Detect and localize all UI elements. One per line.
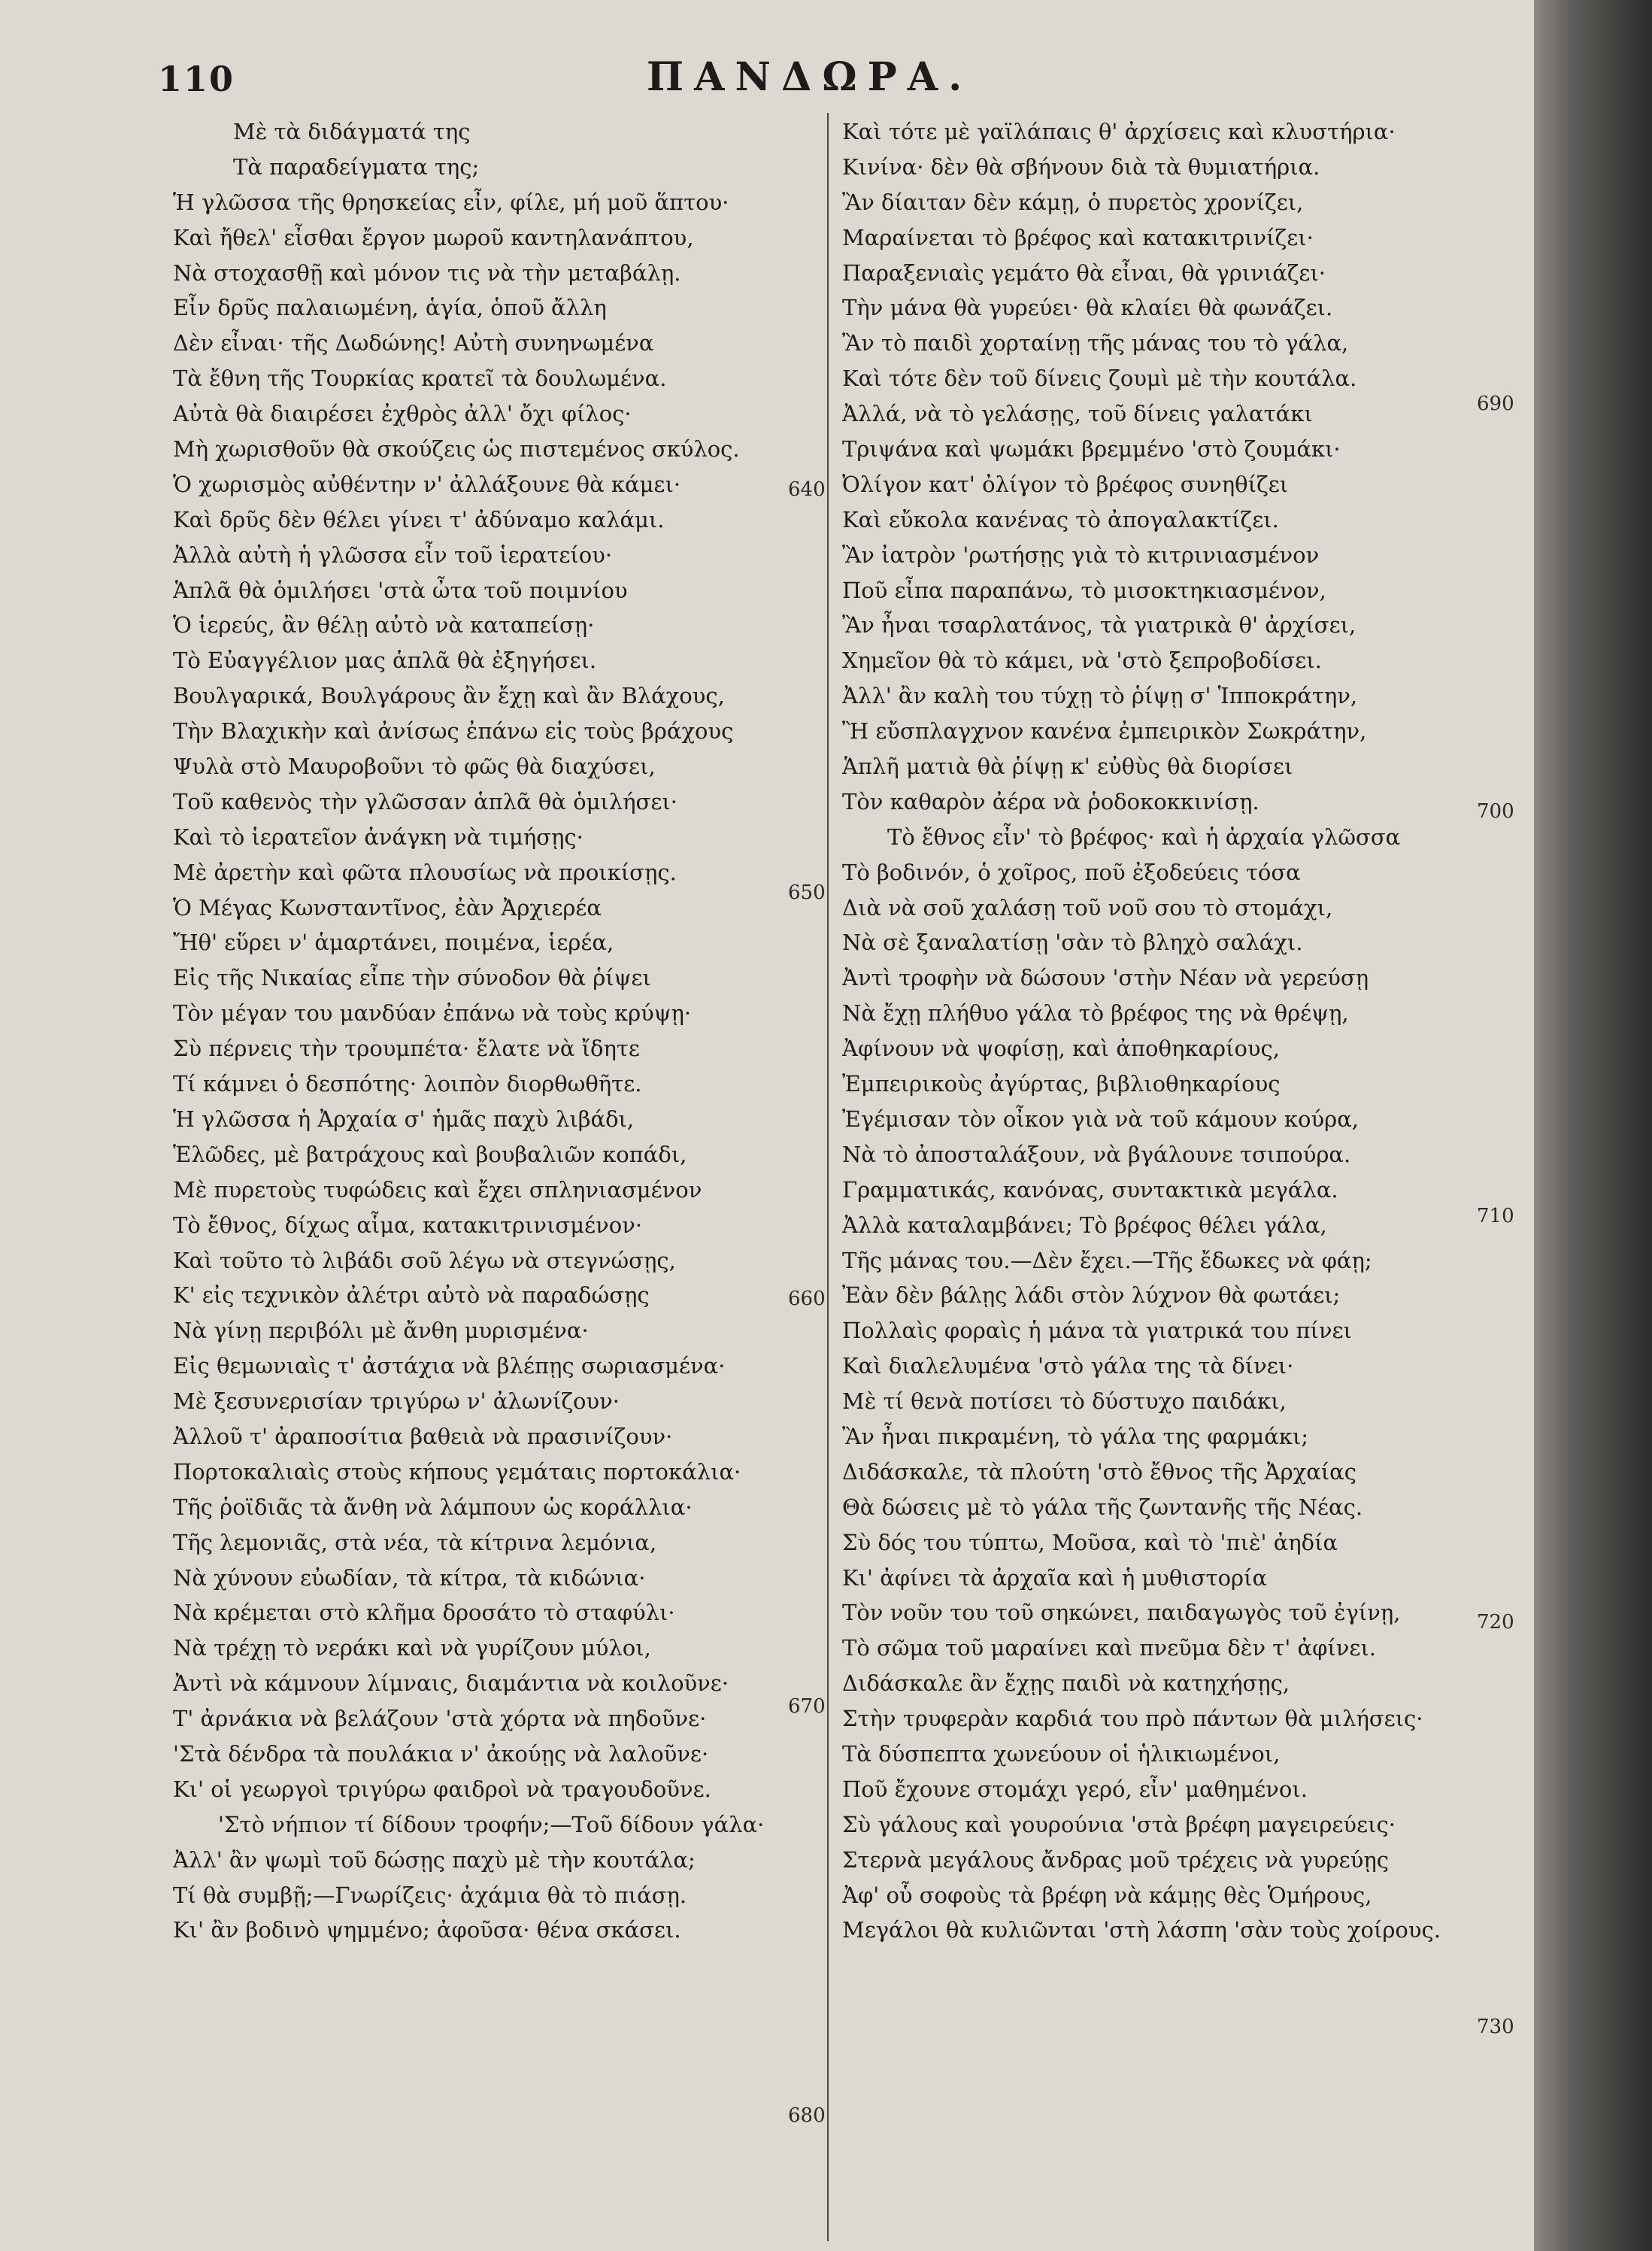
verse-line: Πορτοκαλιαὶς στοὺς κήπους γεμάταις πορτοκάλια·: [173, 1458, 741, 1485]
line-number: 670: [788, 1695, 826, 1718]
verse-line: Ἂν ἦναι πικραμένη, τὸ γάλα της φαρμάκι;: [842, 1423, 1309, 1449]
verse-line: Μεγάλοι θὰ κυλιῶνται 'στὴ λάσπη 'σὰν τοὺς χοίρους.: [842, 1917, 1441, 1943]
verse-line: Αὐτὰ θὰ διαιρέσει ἐχθρὸς ἀλλ' ὄχι φίλος·: [173, 401, 632, 427]
verse-line: Καὶ διαλελυμένα 'στὸ γάλα της τὰ δίνει·: [842, 1353, 1294, 1379]
verse-line: Ἡ γλῶσσα τῆς θρησκείας εἶν, φίλε, μή μοῦ ἅπτου·: [173, 189, 729, 215]
verse-line: Καὶ τοῦτο τὸ λιβάδι σοῦ λέγω νὰ στεγνώσῃς,: [173, 1247, 676, 1273]
verse-line: Νὰ κρέμεται στὸ κλῆμα δροσάτο τὸ σταφύλι·: [173, 1600, 675, 1626]
verse-line: Μὴ χωρισθοῦν θὰ σκούζεις ὡς πιστεμένος σκύλος.: [173, 436, 740, 463]
verse-line: Νὰ τὸ ἀποσταλάξουν, νὰ βγάλουνε τσιπούρα.: [842, 1141, 1351, 1167]
verse-line: Ἁπλῆ ματιὰ θὰ ῥίψῃ κ' εὐθὺς θὰ διορίσει: [842, 754, 1293, 780]
verse-line: Διὰ νὰ σοῦ χαλάσῃ τοῦ νοῦ σου τὸ στομάχι,: [842, 894, 1333, 921]
verse-line: Μαραίνεται τὸ βρέφος καὶ κατακιτρινίζει·: [842, 224, 1314, 250]
verse-line: Κινίνα· δὲν θὰ σβήνουν διὰ τὰ θυμιατήρια.: [842, 153, 1320, 180]
page-number: 110: [158, 59, 235, 99]
verse-line: Θὰ δώσεις μὲ τὸ γάλα τῆς ζωντανῆς τῆς Νέας.: [842, 1494, 1363, 1520]
verse-line: Ποῦ εἶπα παραπάνω, τὸ μισοκτηκιασμένον,: [842, 577, 1326, 603]
verse-line: Κ' εἰς τεχνικὸν ἀλέτρι αὐτὸ νὰ παραδώσῃς: [173, 1282, 650, 1309]
verse-line: Μὲ τὰ διδάγματά της: [233, 119, 471, 144]
verse-line: Τὸ σῶμα τοῦ μαραίνει καὶ πνεῦμα δὲν τ' ἀφίνει.: [842, 1635, 1377, 1661]
verse-line: 'Στὸ νήπιον τί δίδουν τροφήν;—Τοῦ δίδουν γάλα·: [218, 1811, 765, 1837]
verse-line: Ἂν ἰατρὸν 'ρωτήσῃς γιὰ τὸ κιτρινιασμένον: [842, 542, 1320, 568]
verse-line: Ἂν δίαιταν δὲν κάμῃ, ὁ πυρετὸς χρονίζει,: [842, 189, 1304, 215]
verse-line: Τί κάμνει ὁ δεσπότης· λοιπὸν διορθωθῆτε.: [173, 1071, 642, 1097]
verse-line: Τοῦ καθενὸς τὴν γλῶσσαν ἁπλᾶ θὰ ὁμιλήσει·: [173, 788, 677, 815]
verse-line: Μὲ ἀρετὴν καὶ φῶτα πλουσίως νὰ προικίσῃς.: [173, 859, 677, 885]
verse-line: Ψυλὰ στὸ Μαυροβοῦνι τὸ φῶς θὰ διαχύσει,: [173, 754, 656, 780]
verse-line: Τὸ Εὐαγγέλιον μας ἁπλᾶ θὰ ἐξηγήσει.: [173, 648, 597, 674]
verse-line: Μὲ τί θενὰ ποτίσει τὸ δύστυχο παιδάκι,: [842, 1388, 1287, 1415]
verse-line: Τὴν Βλαχικὴν καὶ ἀνίσως ἐπάνω εἰς τοὺς βράχους: [173, 718, 734, 745]
verse-line: 'Στὰ δένδρα τὰ πουλάκια ν' ἀκούῃς νὰ λαλοῦνε·: [173, 1740, 709, 1767]
verse-line: Ἀλλὰ καταλαμβάνει; Τὸ βρέφος θέλει γάλα,: [842, 1212, 1327, 1238]
verse-line: Μὲ ξεσυνερισίαν τριγύρω ν' ἀλωνίζουν·: [173, 1388, 620, 1415]
line-number: 660: [788, 1288, 826, 1310]
verse-line: Παραξενιαὶς γεμάτο θὰ εἶναι, θὰ γρινιάζει·: [842, 259, 1326, 286]
verse-line: Ἡ γλῶσσα ἡ Ἀρχαία σ' ἡμᾶς παχὺ λιβάδι,: [173, 1106, 635, 1132]
verse-line: Κι' οἱ γεωργοὶ τριγύρω φαιδροὶ νὰ τραγουδοῦνε.: [173, 1776, 711, 1802]
verse-line: Σὺ πέρνεις τὴν τρουμπέτα· ἔλατε νὰ ἴδητε: [173, 1036, 640, 1062]
verse-line: Ὁ ἱερεύς, ἂν θέλῃ αὐτὸ νὰ καταπείσῃ·: [173, 612, 595, 639]
verse-line: Τὰ δύσπεπτα χωνεύουν οἱ ἡλικιωμένοι,: [842, 1740, 1281, 1767]
verse-line: Στερνὰ μεγάλους ἄνδρας μοῦ τρέχεις νὰ γυρεύῃς: [842, 1846, 1389, 1873]
verse-line: Καὶ ἤθελ' εἶσθαι ἔργον μωροῦ καντηλανάπτου,: [173, 224, 694, 250]
verse-line: Τῆς ῥοϊδιᾶς τὰ ἄνθη νὰ λάμπουν ὡς κοράλλια·: [173, 1494, 693, 1520]
verse-line: Τὸν μέγαν του μανδύαν ἐπάνω νὰ τοὺς κρύψῃ·: [173, 1000, 692, 1027]
verse-line: Ἀλλ' ἂν ψωμὶ τοῦ δώσῃς παχὺ μὲ τὴν κουτάλα;: [173, 1846, 696, 1873]
verse-line: Γραμματικάς, κανόνας, συντακτικὰ μεγάλα.: [842, 1176, 1338, 1203]
line-number: 720: [1477, 1611, 1514, 1634]
verse-line: Ἂν τὸ παιδὶ χορταίνῃ τῆς μάνας του τὸ γάλα,: [842, 330, 1349, 356]
verse-line: Τὴν μάνα θὰ γυρεύει· θὰ κλαίει θὰ φωνάζει.: [842, 295, 1333, 321]
verse-line: Ἤθ' εὕρει ν' ἁμαρτάνει, ποιμένα, ἱερέα,: [173, 930, 614, 956]
verse-line: Καὶ δρῦς δὲν θέλει γίνει τ' ἀδύναμο καλάμι.: [173, 506, 665, 532]
line-number: 690: [1477, 393, 1514, 415]
verse-line: Τῆς λεμονιᾶς, στὰ νέα, τὰ κίτρινα λεμόνια,: [173, 1529, 657, 1555]
verse-line: Πολλαὶς φοραὶς ἡ μάνα τὰ γιατρικά του πίνει: [842, 1318, 1352, 1344]
verse-line: Ἂν ἦναι τσαρλατάνος, τὰ γιατρικὰ θ' ἀρχίσει,: [842, 612, 1356, 639]
verse-line: Νὰ γίνῃ περιβόλι μὲ ἄνθη μυρισμένα·: [173, 1318, 589, 1344]
verse-line: Κι' ἂν βοδινὸ ψημμένο; ἀφοῦσα· θένα σκάσει.: [173, 1917, 681, 1943]
right-column: [842, 114, 1504, 1948]
verse-line: Ἀλλά, νὰ τὸ γελάσῃς, τοῦ δίνεις γαλατάκι: [842, 401, 1313, 427]
verse-line: Διδάσκαλε ἂν ἔχῃς παιδὶ νὰ κατηχήσῃς,: [842, 1670, 1290, 1697]
verse-line: Τὸν νοῦν του τοῦ σηκώνει, παιδαγωγὸς τοῦ ἐγίνῃ,: [842, 1600, 1401, 1626]
verse-line: Εἰς τῆς Νικαίας εἶπε τὴν σύνοδον θὰ ῥίψει: [173, 965, 651, 991]
verse-line: Ὁ χωρισμὸς αὐθέντην ν' ἀλλάξουνε θὰ κάμει·: [173, 471, 681, 497]
left-column: [173, 114, 835, 1948]
verse-line: Καὶ τότε δὲν τοῦ δίνεις ζουμὶ μὲ τὴν κουτάλα.: [842, 366, 1357, 392]
verse-line: Καὶ τότε μὲ γαϊλάπαις θ' ἀρχίσεις καὶ κλυστήρια·: [842, 119, 1396, 144]
verse-line: Ἐὰν δὲν βάλῃς λάδι στὸν λύχνον θὰ φωτάει;: [842, 1282, 1341, 1309]
page-edge-shadow: [1534, 0, 1652, 2251]
verse-line: Σὺ γάλους καὶ γουρούνια 'στὰ βρέφη μαγειρεύεις·: [842, 1811, 1396, 1837]
verse-line: Εἶν δρῦς παλαιωμένη, ἁγία, ὁποῦ ἄλλη: [173, 295, 607, 321]
verse-line: Ἀλλοῦ τ' ἀραποσίτια βαθειὰ νὰ πρασινίζουν·: [173, 1423, 673, 1449]
verse-line: Ἀντὶ τροφὴν νὰ δώσουν 'στὴν Νέαν νὰ γερεύσῃ: [842, 965, 1369, 991]
verse-line: Καὶ εὔκολα κανένας τὸ ἀπογαλακτίζει.: [842, 506, 1279, 532]
line-number: 730: [1477, 2016, 1514, 2038]
verse-line: Εἰς θεμωνιαὶς τ' ἀστάχια νὰ βλέπῃς σωριασμένα·: [173, 1353, 726, 1379]
verse-line: Διδάσκαλε, τὰ πλούτη 'στὸ ἔθνος τῆς Ἀρχαίας: [842, 1458, 1356, 1485]
verse-line: Τριψάνα καὶ ψωμάκι βρεμμένο 'στὸ ζουμάκι·: [842, 436, 1341, 463]
verse-line: Ἀντὶ νὰ κάμνουν λίμναις, διαμάντια νὰ κοιλοῦνε·: [173, 1670, 729, 1697]
verse-line: Τὸ βοδινόν, ὁ χοῖρος, ποῦ ἐξοδεύεις τόσα: [842, 859, 1301, 885]
verse-line: Ἐμπειρικοὺς ἀγύρτας, βιβλιοθηκαρίους: [842, 1071, 1281, 1097]
verse-line: Ὁ Μέγας Κωνσταντῖνος, ἐὰν Ἀρχιερέα: [173, 894, 602, 921]
verse-line: Ἀφίνουν νὰ ψοφίσῃ, καὶ ἀποθηκαρίους,: [842, 1036, 1281, 1062]
verse-line: Κι' ἀφίνει τὰ ἀρχαῖα καὶ ἡ μυθιστορία: [842, 1564, 1268, 1591]
verse-line: Τὸν καθαρὸν ἀέρα νὰ ῥοδοκοκκινίσῃ.: [842, 788, 1259, 815]
verse-line: Νὰ χύνουν εὐωδίαν, τὰ κίτρα, τὰ κιδώνια·: [173, 1564, 646, 1591]
line-number: 680: [788, 2104, 826, 2127]
verse-line: Ἀφ' οὗ σοφοὺς τὰ βρέφη νὰ κάμῃς θὲς Ὁμήρους,: [842, 1882, 1372, 1908]
line-number: 640: [788, 478, 826, 501]
verse-line: Τὰ παραδείγματα της;: [233, 153, 480, 180]
verse-line: Νὰ στοχασθῇ καὶ μόνον τις νὰ τὴν μεταβάλῃ.: [173, 259, 681, 286]
verse-line: Τί θὰ συμβῇ;—Γνωρίζεις· ἀχάμια θὰ τὸ πιάσῃ.: [173, 1882, 687, 1908]
line-number: 710: [1477, 1205, 1514, 1227]
verse-line: Τὰ ἔθνη τῆς Τουρκίας κρατεῖ τὰ δουλωμένα.: [173, 366, 667, 392]
verse-line: Ὀλίγον κατ' ὀλίγον τὸ βρέφος συνηθίζει: [842, 471, 1289, 497]
verse-line: Ἐγέμισαν τὸν οἶκον γιὰ νὰ τοῦ κάμουν κούρα,: [842, 1106, 1359, 1132]
verse-line: Ἑλῶδες, μὲ βατράχους καὶ βουβαλιῶν κοπάδι,: [173, 1141, 687, 1167]
verse-line: Στὴν τρυφερὰν καρδιά του πρὸ πάντων θὰ μιλήσεις·: [842, 1706, 1423, 1732]
verse-line: Ἀλλ' ἂν καλὴ του τύχῃ τὸ ῥίψῃ σ' Ἱπποκράτην,: [842, 683, 1358, 709]
verse-line: Καὶ τὸ ἱερατεῖον ἀνάγκη νὰ τιμήσῃς·: [173, 824, 584, 850]
running-title: ΠΑΝΔΩΡΑ.: [647, 54, 973, 100]
verse-line: Τὸ ἔθνος εἶν' τὸ βρέφος· καὶ ἡ ἀρχαία γλῶσσα: [887, 824, 1401, 850]
verse-line: Ποῦ ἔχουνε στομάχι γερό, εἶν' μαθημένοι.: [842, 1776, 1308, 1802]
verse-line: Βουλγαρικά, Βουλγάρους ἂν ἔχῃ καὶ ἂν Βλάχους,: [173, 683, 725, 709]
verse-line: Νὰ ἔχῃ πλήθυο γάλα τὸ βρέφος της νὰ θρέψῃ,: [842, 1000, 1349, 1027]
verse-line: Ἢ εὔσπλαγχνον κανένα ἐμπειρικὸν Σωκράτην,: [842, 718, 1367, 745]
verse-line: Νὰ τρέχῃ τὸ νεράκι καὶ νὰ γυρίζουν μύλοι,: [173, 1635, 651, 1661]
verse-line: Ἁπλᾶ θὰ ὁμιλήσει 'στὰ ὦτα τοῦ ποιμνίου: [173, 577, 628, 603]
verse-line: Ἀλλὰ αὐτὴ ἡ γλῶσσα εἶν τοῦ ἱερατείου·: [173, 542, 613, 568]
verse-line: Τῆς μάνας του.—Δὲν ἔχει.—Τῆς ἔδωκες νὰ φάῃ;: [842, 1247, 1372, 1273]
verse-line: Δὲν εἶναι· τῆς Δωδώνης! Αὐτὴ συνηνωμένα: [173, 330, 654, 356]
line-number: 650: [788, 881, 826, 904]
verse-line: Τ' ἀρνάκια νὰ βελάζουν 'στὰ χόρτα νὰ πηδοῦνε·: [173, 1706, 707, 1732]
verse-line: Σὺ δός του τύπτω, Μοῦσα, καὶ τὸ 'πιὲ' ἀηδία: [842, 1529, 1338, 1555]
verse-line: Μὲ πυρετοὺς τυφώδεις καὶ ἔχει σπληνιασμένον: [173, 1176, 702, 1203]
verse-line: Νὰ σὲ ξαναλατίσῃ 'σὰν τὸ βληχὸ σαλάχι.: [842, 930, 1303, 956]
verse-line: Χημεῖον θὰ τὸ κάμει, νὰ 'στὸ ξεπροβοδίσει.: [842, 648, 1322, 674]
verse-line: Τὸ ἔθνος, δίχως αἷμα, κατακιτρινισμένον·: [173, 1212, 643, 1238]
line-number: 700: [1477, 800, 1514, 823]
